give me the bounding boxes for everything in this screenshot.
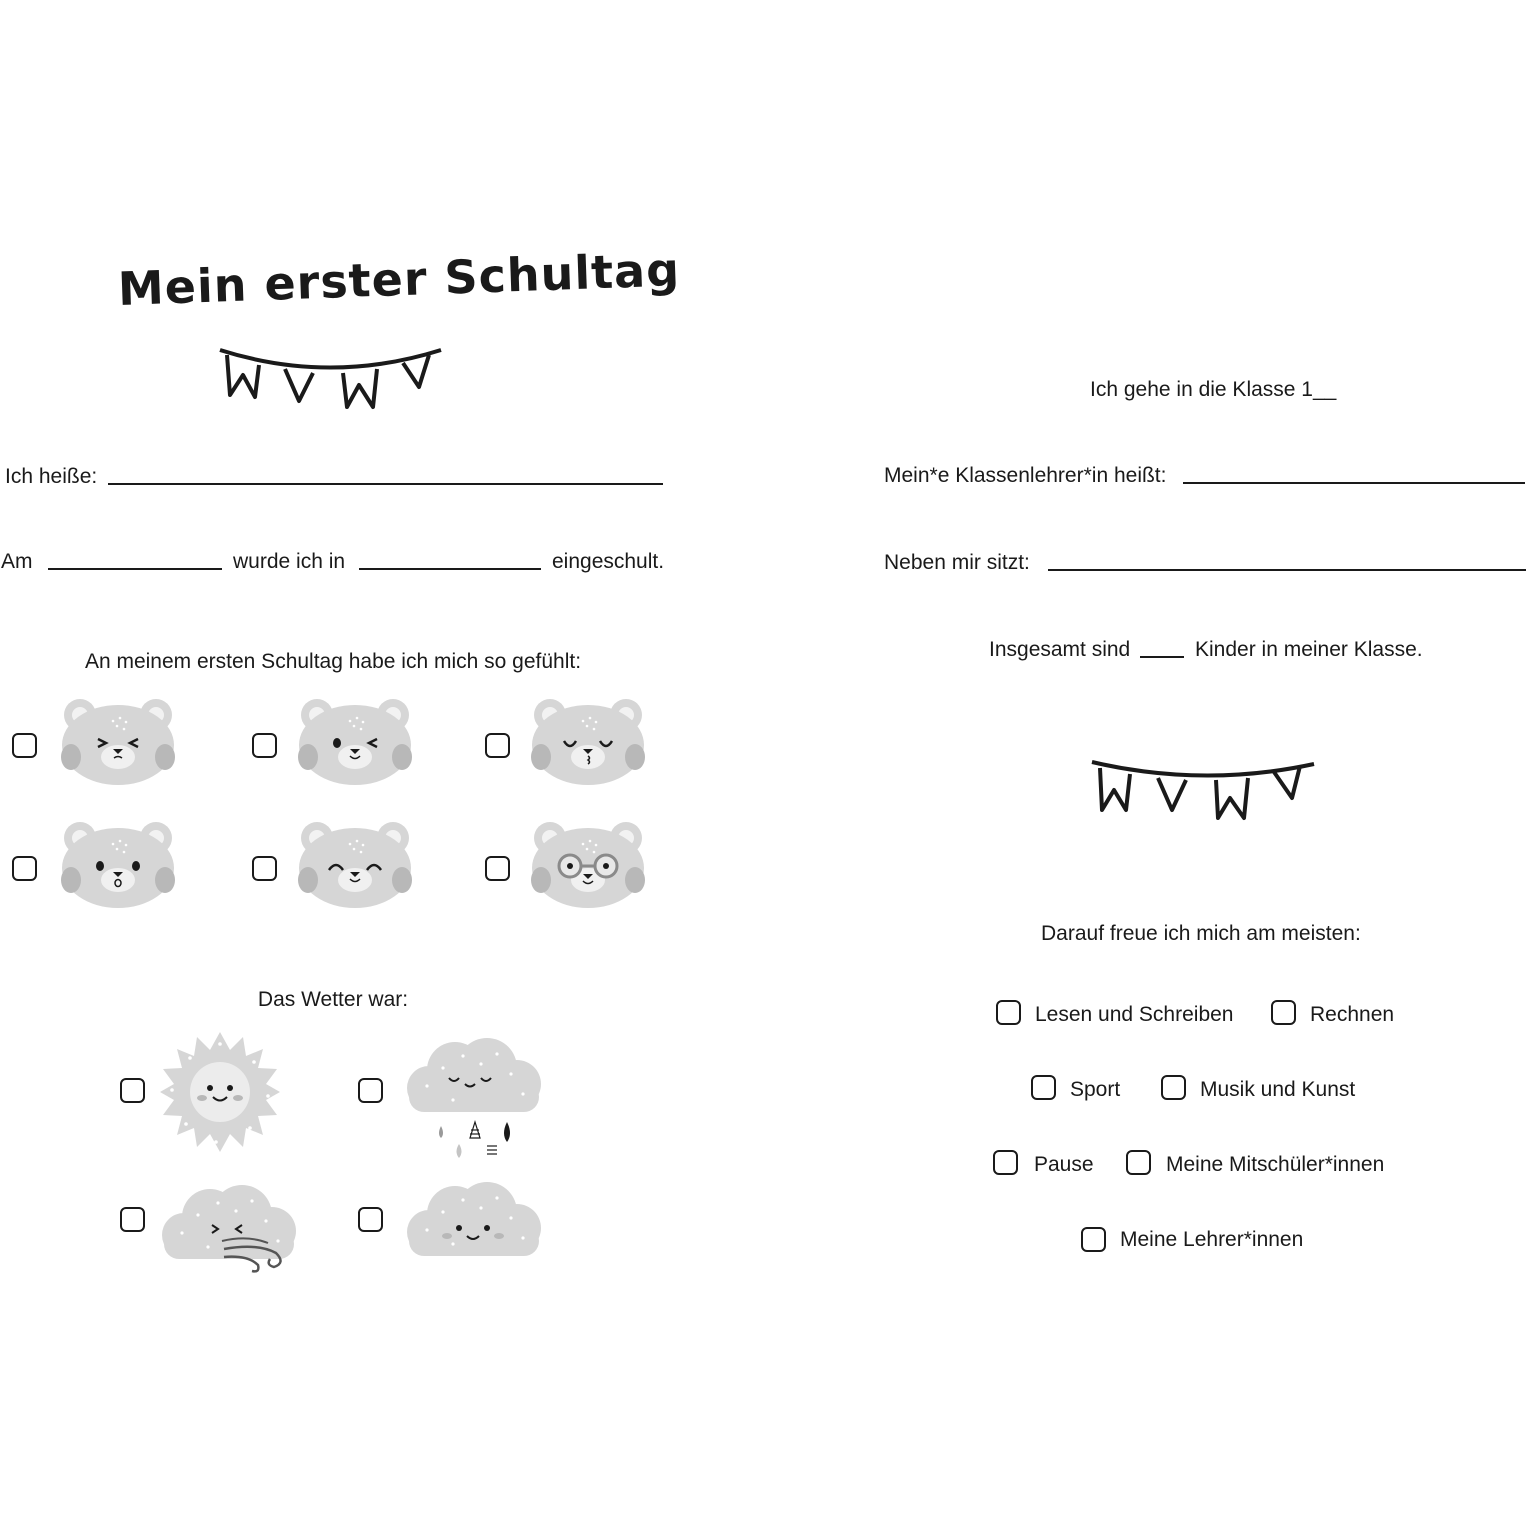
bear-squint-icon (60, 697, 176, 789)
count-prefix: Insgesamt sind (989, 638, 1131, 661)
rain-cloud-icon (405, 1038, 541, 1158)
feeling-checkbox-4[interactable] (12, 856, 37, 881)
enrollment-middle: wurde ich in (233, 550, 346, 573)
option-checkbox-3[interactable] (1031, 1075, 1056, 1100)
name-label: Ich heiße: (5, 465, 98, 488)
option-label-3: Sport (1070, 1078, 1121, 1101)
feeling-checkbox-6[interactable] (485, 856, 510, 881)
feeling-checkbox-5[interactable] (252, 856, 277, 881)
option-label-2: Rechnen (1310, 1003, 1395, 1026)
option-label-1: Lesen und Schreiben (1035, 1003, 1234, 1026)
neighbor-field[interactable] (1048, 569, 1526, 571)
option-checkbox-5[interactable] (993, 1150, 1018, 1175)
name-field[interactable] (108, 483, 663, 485)
class-label: Ich gehe in die Klasse 1__ (1090, 378, 1337, 401)
bear-glasses-icon (530, 820, 646, 912)
option-label-5: Pause (1034, 1153, 1094, 1176)
option-label-4: Musik und Kunst (1200, 1078, 1356, 1101)
weather-prompt: Das Wetter war: (257, 988, 409, 1011)
feeling-checkbox-3[interactable] (485, 733, 510, 758)
wind-cloud-icon (160, 1185, 296, 1269)
option-checkbox-7[interactable] (1081, 1227, 1106, 1252)
weather-checkbox-wind[interactable] (120, 1207, 145, 1232)
teacher-label: Mein*e Klassenlehrer*in heißt: (884, 464, 1167, 487)
bear-kiss-icon (530, 697, 646, 789)
teacher-field[interactable] (1183, 482, 1525, 484)
weather-checkbox-cloud[interactable] (358, 1207, 383, 1232)
weather-checkbox-sun[interactable] (120, 1078, 145, 1103)
bunting-right-icon (1088, 758, 1318, 828)
count-field[interactable] (1140, 656, 1184, 658)
count-suffix: Kinder in meiner Klasse. (1195, 638, 1423, 661)
enrollment-prefix: Am (1, 550, 33, 573)
bear-happy-icon (297, 820, 413, 912)
enrollment-date-field[interactable] (48, 568, 222, 570)
option-checkbox-4[interactable] (1161, 1075, 1186, 1100)
page-title: Mein erster Schultag (117, 242, 681, 316)
option-label-7: Meine Lehrer*innen (1120, 1228, 1304, 1251)
option-label-6: Meine Mitschüler*innen (1166, 1153, 1385, 1176)
enrollment-suffix: eingeschult. (552, 550, 665, 573)
looking-forward-prompt: Darauf freue ich mich am meisten: (1041, 922, 1361, 945)
enrollment-place-field[interactable] (359, 568, 541, 570)
bear-surprised-icon (60, 820, 176, 912)
bunting-left-icon (215, 345, 445, 415)
neighbor-label: Neben mir sitzt: (884, 551, 1030, 574)
cloud-icon (405, 1182, 541, 1266)
option-checkbox-2[interactable] (1271, 1000, 1296, 1025)
option-checkbox-6[interactable] (1126, 1150, 1151, 1175)
sun-icon (158, 1030, 282, 1154)
option-checkbox-1[interactable] (996, 1000, 1021, 1025)
feelings-prompt: An meinem ersten Schultag habe ich mich so gefühlt: (84, 650, 582, 673)
weather-checkbox-rain[interactable] (358, 1078, 383, 1103)
feeling-checkbox-2[interactable] (252, 733, 277, 758)
bear-wink-icon (297, 697, 413, 789)
feeling-checkbox-1[interactable] (12, 733, 37, 758)
